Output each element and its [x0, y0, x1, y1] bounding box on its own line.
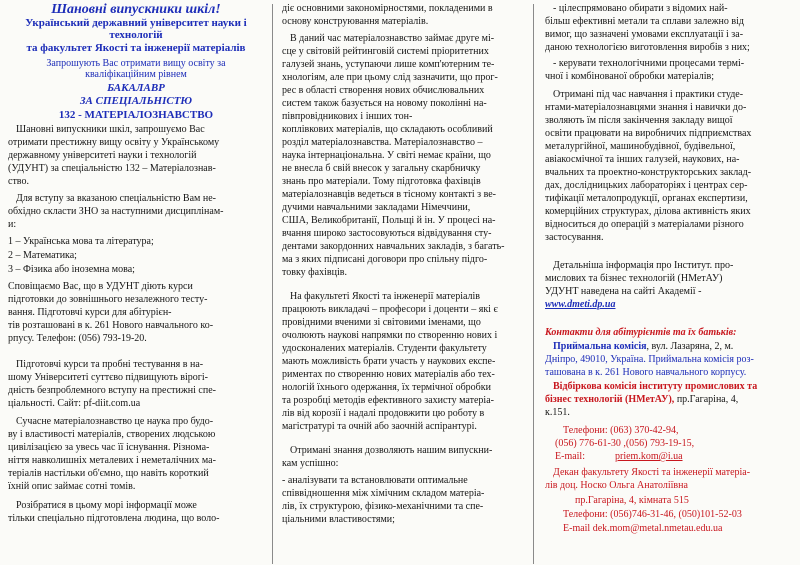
column-left: Шановні випускники шкіл! Український державний університет науки і технологій та факультет Якості та інженерії матеріалів Запрошують Вас отримати вищу освіту за кваліфікаційним рівнем БАКАЛАВР ЗА СПЕЦІАЛЬНІСТЮ 132 - МАТЕРІАЛОЗНАВСТВО Шановні випускники шкіл, запрошуємо Вас отримати престижну вищу освіту у Українському державному університеті науки і технологій (УДУНТ) за спеціальністю 132 – Матеріалознав- ство. Для вступу за вказаною спеціальністю Вам не- обхідно скласти ЗНО за наступними дисциплінам- и: 1 – Українська мова та література; 2 – Математика; 3 – Фізика або іноземна мова; Сповіщаємо Вас, що в УДУНТ діють курси підготовки до зовнішнього незалежного тесту- вання. Підготовчі курси для абітурієн- тів розташовані в к. 261 Нового навчального ко- рпусу. Телефон: (056) 793-19-20. Підготовчі курси та пробні тестування в на- шому Університеті суттєво підвищують вірогі- дність безпроблемного вступу на престижні спе- ціальності. Сайт: pf-diit.com.ua Сучасне матеріалознавство це наука про будо- ву і властивості матеріалів, створених людською цивілізацією за увесь час її існування. Різнома- ніття навколишніх металевих і неметалічних ма- теріалів настільки об'ємно, що навіть короткий їхній опис займає сотні томів. Розібратися в цьому морі інформації може тільки спеціально підготовлена людина, що воло-	[0, 0, 272, 565]
specialty-heading: ЗА СПЕЦІАЛЬНІСТЮ	[79, 95, 193, 107]
column-right: - цілеспрямовано обирати з відомих най- більш ефективні метали та сплави залежно від вимог, що зазначені умовами експлуатації і за- даною технологією виготовлення виробів з них; - керувати технологічними процесами термі- чної і комбінованої обробки матеріалів; Отримані під час навчання і практики студе- нтами-матеріалознавцями знання і навички до- зволяють їм після закінчення закладу вищої освіти працювати на виробничих підприємствах металургійної, машинобудівної, будівельної, авіакосмічної та інших галузей, наукових, на- вчальних та проектно-конструкторських заклад- дах, дослідницьких лабораторіях і центрах сер- тифікації металопродукції, органах експертизи, комерційних структурах, ділова активність яких відноситься до операцій з матеріалами різного застосування. Детальніша інформація про Інститут. про- мислових та бізнес технологій (НМетАУ) УДУНТ наведена на сайті Академії - www.dmeti.dp.ua Контакти для абітурієнтів та їх батьків: Приймальна комісія, вул. Лазаряна, 2, м. Дніпро, 49010, Україна. Приймальна комісія роз- ташована в к. 261 Нового навчального корпусу. Відбіркова комісія інституту промислових та бізнес технологій (НМетАУ), пр.Гагаріна, 4, к.151. Телефони: (063) 370-42-94, (056) 776-61-30 ,(056) 793-19-15, E-mail: priem.kom@i.ua Декан факультету Якості та інженерії матеріа- лів доц. Носко Ольга Анатоліївна пр.Гагаріна, 4, кімната 515 Телефони: (056)746-31-46, (050)101-52-03 E-mail dek.mom@metal.nmetau.edu.ua	[533, 0, 800, 565]
email-link[interactable]: priem.kom@i.ua	[615, 451, 683, 462]
contacts-title: Контакти для абітурієнтів та їх батьків:	[545, 327, 737, 338]
faculty-name: та факультет Якості та інженерії матеріалів	[26, 43, 246, 54]
greeting-title: Шановні випускники шкіл!	[51, 3, 221, 17]
list-item: 1 – Українська мова та література;	[8, 236, 154, 247]
admissions-office-label: Приймальна комісія	[553, 341, 647, 352]
invitation-text: Запрошують Вас отримати вищу освіту за	[46, 58, 226, 69]
list-item: 3 – Фізика або іноземна мова;	[8, 264, 135, 275]
invitation-text-cont: кваліфікаційним рівнем	[85, 69, 187, 80]
email-label: E-mail:	[555, 451, 585, 462]
specialty-code: 132 - МАТЕРІАЛОЗНАВСТВО	[58, 109, 214, 121]
university-name-cont: технологій	[109, 30, 163, 41]
website-link[interactable]: www.dmeti.dp.ua	[545, 299, 616, 310]
column-middle: діє основними закономірностями, покладеними в основу конструювання матеріалів. В даний час матеріалознавство займає друге мі- сце у світовій рейтинговій системі пріоритетних галузей знань, уступаючи лише комп'ютерним те- хнологіям, але при цьому слід зазначити, що прог- рес в області створення нових обчислювальних систем також базується на новому поколінні на- півпровідникових і інших тон- коплівкових матеріалів, що складають особливий розділ матеріалознавства. Матеріалознавство – наука інтернаціональна. У світі немає країни, що не внесла б свій внесок у загальну скарбничку знань про матеріали. Тому підготовка фахівців матеріалознавців ведеться в тісному контакті з ве- дучими навчальними закладами Німеччини, США, Великобританії, Польщі й ін. У процесі на- вчання широко застосовуються відвідування сту- дентами закордонних навчальних закладів, з багать- ма з яких підписані договори про спільну підго- товку фахівців. На факультеті Якості та інженерії матеріалів працюють викладачі – професори і доценти – які є провідними вченими зі світовими іменами, що очолюють наукові напрямки по створенню нових і удосконалених матеріалів. Студенти факультету мають можливість брати участь у наукових експе- риментах по створенню нових матеріалів або тех- нологій їхнього одержання, їх термічної обробки та розробці методів ефективного захисту матеріа- лів від корозії і надалі продовжити цю роботу в магістратурі та очній або заочній аспірантурі. Отримані знання дозволяють нашим випускни- кам успішно: - аналізувати та встановлювати оптимальне співвідношення між хімічним складом матеріа- лів, їх структурою, фізико-механічними та спе- ціальними властивостями;	[282, 3, 505, 525]
list-item: 2 – Математика;	[8, 250, 77, 261]
university-name: Український державний університет науки і	[25, 18, 247, 29]
degree-level: БАКАЛАВР	[107, 82, 165, 94]
